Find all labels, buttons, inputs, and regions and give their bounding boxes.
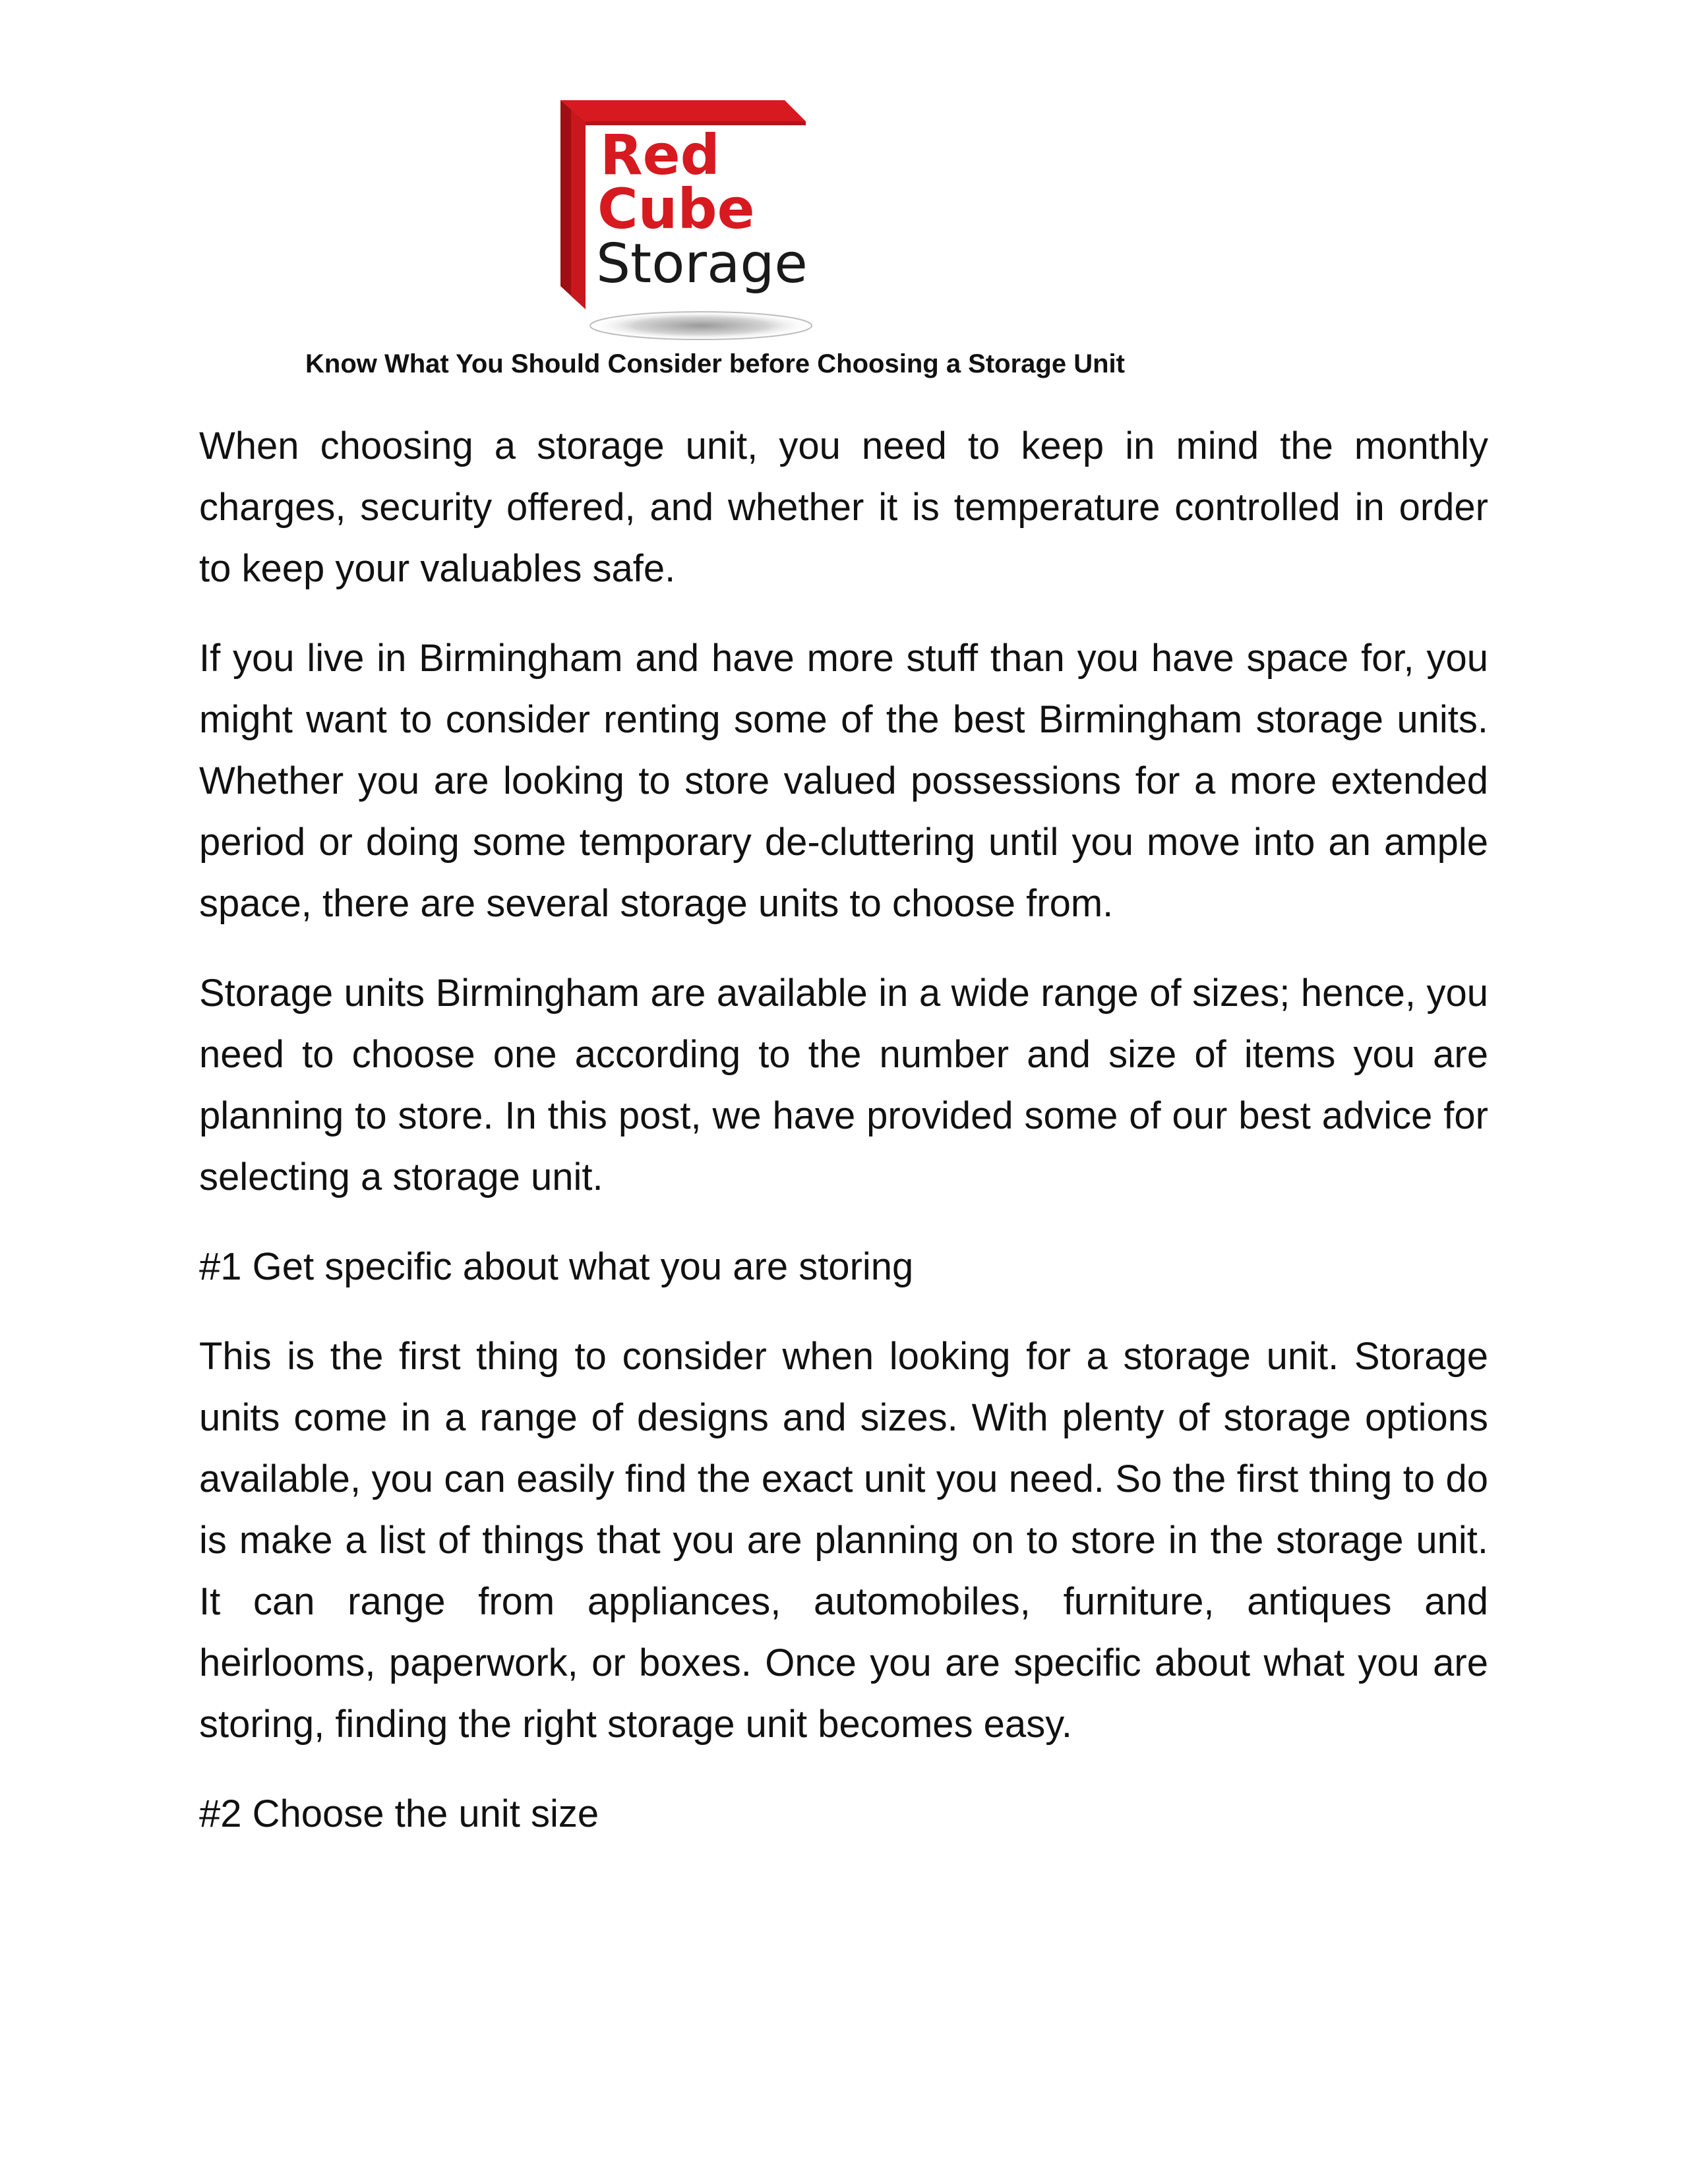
document-body: [199, 415, 1488, 1873]
document-title: Know What You Should Consider before Choosing a Storage Unit: [305, 349, 1125, 378]
logo-text-red: Red: [600, 123, 720, 187]
paragraph-sizes: Storage units Birmingham are available in a wide range of sizes; hence, you need to choose one according to the number and size of items you are planning to store. In this post, we have provided some of our best advice for selecting a storage unit.: [199, 972, 1488, 1198]
paragraph-birmingham: If you live in Birmingham and have more stuff than you have space for, you might want to consider renting some of the best Birmingham storage units. Whether you are looking to store valued possessions for a more extended period or doing some temporary de-cluttering until you move into an ample space, there are several storage units to choose from.: [199, 637, 1488, 925]
logo-text-cube: Cube: [597, 177, 755, 241]
section-heading-2: #2 Choose the unit size: [199, 1792, 599, 1835]
red-cube-storage-logo: [553, 95, 816, 352]
paragraph-intro: When choosing a storage unit, you need to keep in mind the monthly charges, security offered, and whether it is temperature controlled in order to keep your valuables safe.: [199, 425, 1488, 590]
paragraph-get-specific: This is the first thing to consider when looking for a storage unit. Storage units come in a range of designs and sizes. With plenty of storage options available, you can easily find the exact unit you need. So the first thing to do is make a list of things that you are planning on to store in the storage unit. It can range from appliances, automobiles, furniture, antiques and heirlooms, paperwork, or boxes. Once you are specific about what you are storing, finding the right storage unit becomes easy.: [199, 1335, 1488, 1746]
section-heading-1: #1 Get specific about what you are storing: [199, 1245, 914, 1288]
logo-text-storage: Storage: [596, 233, 808, 295]
